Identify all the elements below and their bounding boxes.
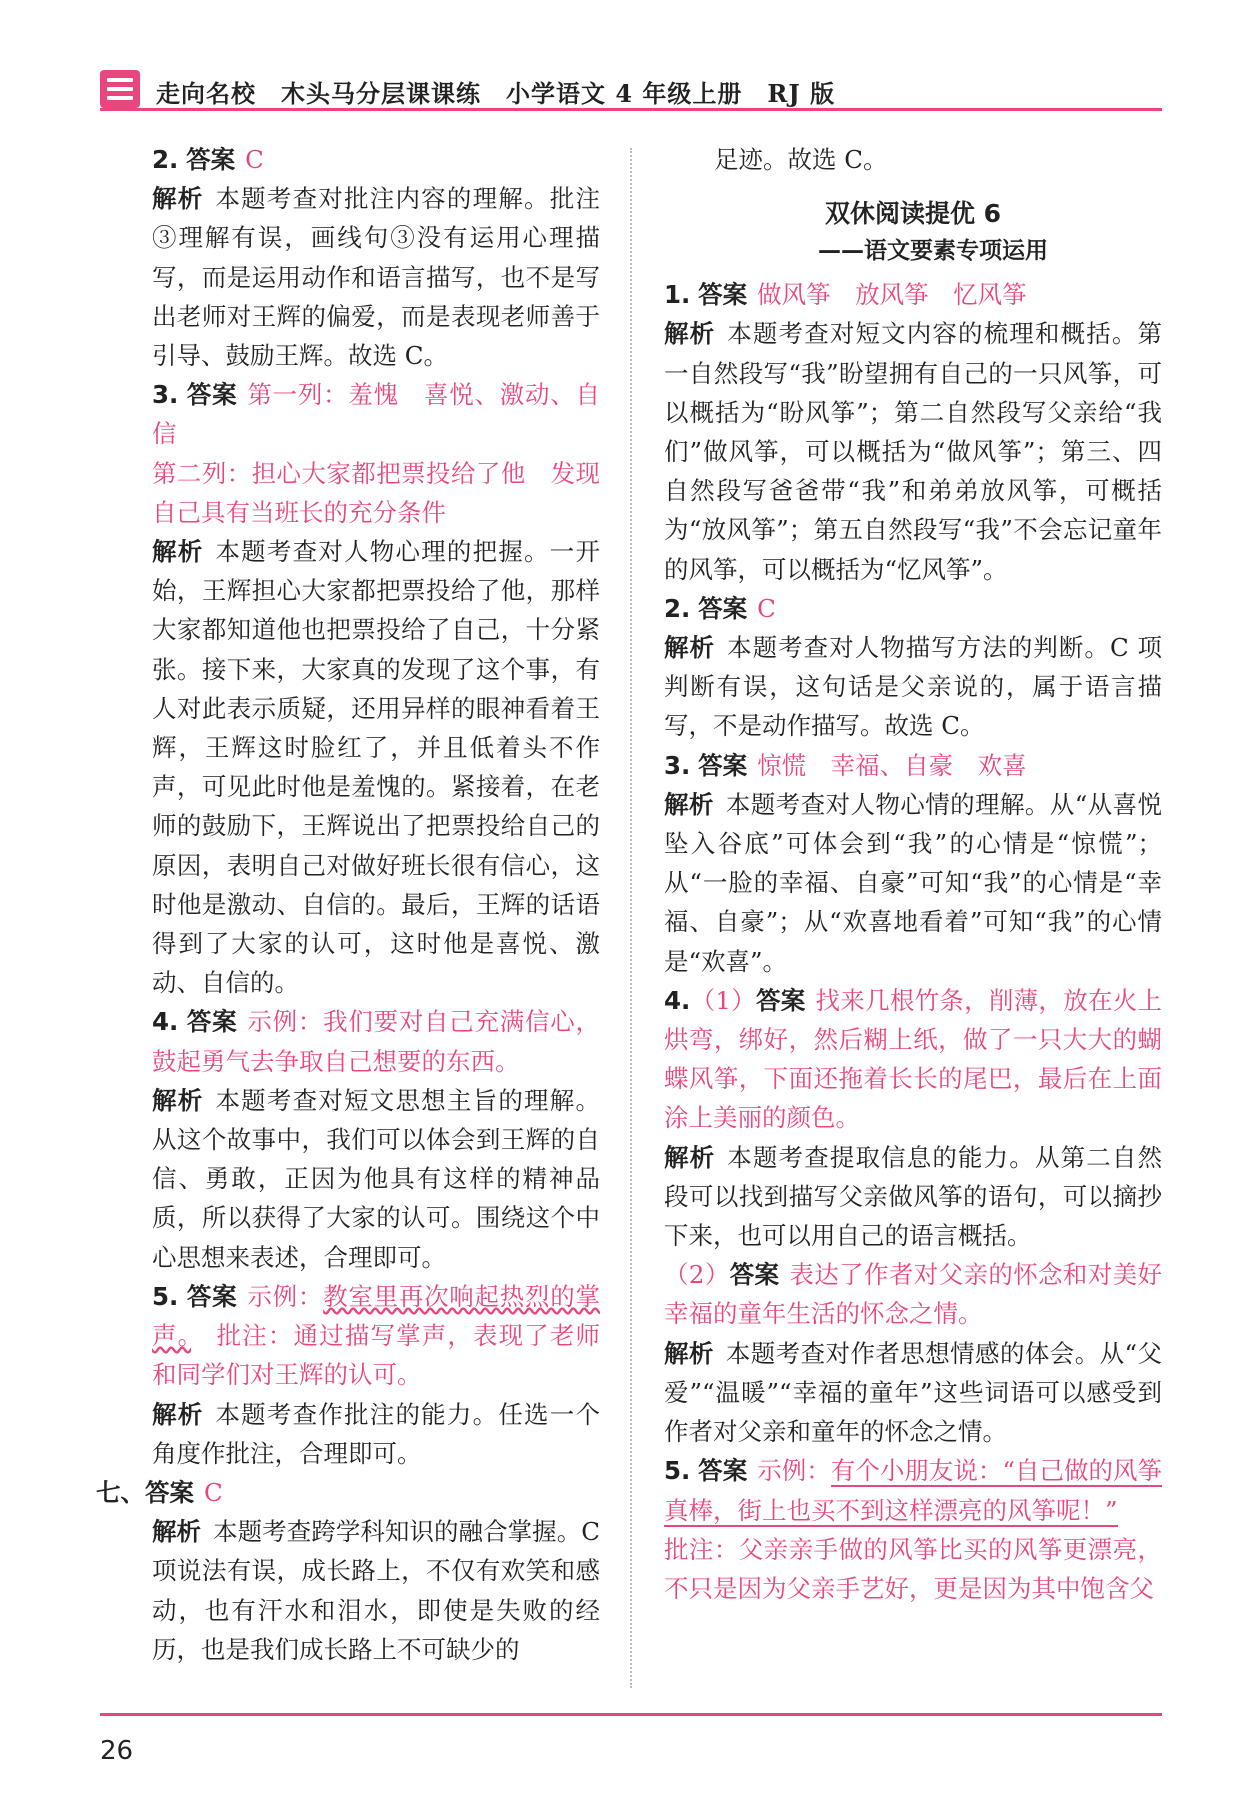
left-q3-answer: 3. 答案 第一列：羞愧 喜悦、激动、自信	[152, 380, 600, 449]
left-q5-answer: 5. 答案 示例：教室里再次响起热烈的掌声。 批注：通过描写掌声，表现了老师和同学们对王辉的认可。	[152, 1281, 601, 1390]
left-q7-answer: 七、答案 C	[96, 1477, 223, 1507]
right-q4-2-explanation: 解析 本题考查对作者思想情感的体会。从“父爱”“温暖”“幸福的童年”这些词语可以感受到作者对父亲和童年的怀念之情。	[664, 1338, 1162, 1447]
page-header	[100, 70, 1162, 112]
left-q2-explanation: 解析 本题考查对批注内容的理解。批注③理解有误，画线句③没有运用心理描写，而是运用动作和语言描写，也不是写出老师对王辉的偏爱，而是表现老师善于引导、鼓励王辉。故选 C。	[152, 184, 600, 371]
left-q3-answer-2: 第二列：担心大家都把票投给了他 发现自己具有当班长的充分条件	[152, 458, 600, 527]
right-q2-answer: 2. 答案 C	[664, 593, 776, 623]
right-column	[664, 140, 1162, 1608]
book-logo-icon	[100, 70, 140, 108]
left-column	[96, 140, 601, 1669]
right-q5-answer: 5. 答案 示例：有个小朋友说：“自己做的风筝真棒，街上也买不到这样漂亮的风筝呢！”	[664, 1456, 1163, 1525]
right-q2-explanation: 解析 本题考查对人物描写方法的判断。C 项判断有误，这句话是父亲说的，属于语言描写，不是动作描写。故选 C。	[664, 633, 1162, 741]
header-rule	[100, 108, 1162, 111]
column-divider	[630, 148, 632, 1688]
right-q3-answer: 3. 答案 惊慌 幸福、自豪 欢喜	[664, 750, 1027, 780]
right-q1-answer: 1. 答案 做风筝 放风筝 忆风筝	[664, 280, 1027, 310]
left-q5-explanation: 解析 本题考查作批注的能力。任选一个角度作批注，合理即可。	[152, 1399, 600, 1468]
right-continuation: 足迹。故选 C。	[714, 145, 888, 174]
section-subtitle: ——语文要素专项运用	[818, 238, 1048, 265]
right-q4-2-answer: （2）答案 表达了作者对父亲的怀念和对美好幸福的童年生活的怀念之情。	[664, 1260, 1163, 1329]
left-q4-explanation: 解析 本题考查对短文思想主旨的理解。从这个故事中，我们可以体会到王辉的自信、勇敢，正因为他具有这样的精神品质，所以获得了大家的认可。围绕这个中心思想来表述，合理即可。	[152, 1085, 600, 1272]
header-title: 走向名校 木头马分层课课练 小学语文 4 年级上册 RJ 版	[156, 79, 836, 108]
left-q7-explanation: 解析 本题考查跨学科知识的融合掌握。C 项说法有误，成长路上，不仅有欢笑和感动，也有汗水和泪水，即使是失败的经历，也是我们成长路上不可缺少的	[152, 1517, 600, 1664]
right-q4-1-explanation: 解析 本题考查提取信息的能力。从第二自然段可以找到描写父亲做风筝的语句，可以摘抄下来，也可以用自己的语言概括。	[664, 1142, 1163, 1251]
right-q1-explanation: 解析 本题考查对短文内容的梳理和概括。第一自然段写“我”盼望拥有自己的一只风筝，可以概括为“盼风筝”；第二自然段写父亲给“我们”做风筝，可以概括为“做风筝”；第三、四自然段写爸爸带“我”和弟弟放风筝，可概括为“放风筝”；第五自然段写“我”不会忘记童年的风筝，可以概括为“忆风筝”。	[664, 319, 1163, 584]
right-q3-explanation: 解析 本题考查对人物心情的理解。从“从喜悦坠入谷底”可体会到“我”的心情是“惊慌”；从“一脸的幸福、自豪”可知“我”的心情是“幸福、自豪”；从“欢喜地看着”可知“我”的心情是“欢喜”。	[664, 789, 1162, 976]
left-q2-answer: 2. 答案 C	[152, 145, 264, 174]
section-title: 双休阅读提优 6	[824, 199, 1002, 229]
page-number: 26	[100, 1736, 134, 1766]
right-q5-annotation: 批注：父亲亲手做的风筝比买的风筝更漂亮，不只是因为父亲手艺好，更是因为其中饱含父	[664, 1534, 1162, 1603]
left-q4-answer: 4. 答案 示例：我们要对自己充满信心，鼓起勇气去争取自己想要的东西。	[152, 1007, 600, 1076]
footer-rule	[100, 1713, 1162, 1716]
right-q4-1-answer: 4.（1）答案 找来几根竹条，削薄，放在火上烘弯，绑好，然后糊上纸，做了一只大大的蝴蝶风筝，下面还拖着长长的尾巴，最后在上面涂上美丽的颜色。	[664, 985, 1162, 1133]
left-q3-explanation: 解析 本题考查对人物心理的把握。一开始，王辉担心大家都把票投给了他，那样大家都知道他也把票投给了自己，十分紧张。接下来，大家真的发现了这个事，有人对此表示质疑，还用异样的眼神看着王辉，王辉这时脸红了，并且低着头不作声，可见此时他是羞愧的。紧接着，在老师的鼓励下，王辉说出了把票投给自己的原因，表明自己对做好班长很有信心，这时他是激动、自信的。最后，王辉的话语得到了大家的认可，这时他是喜悦、激动、自信的。	[152, 537, 600, 998]
